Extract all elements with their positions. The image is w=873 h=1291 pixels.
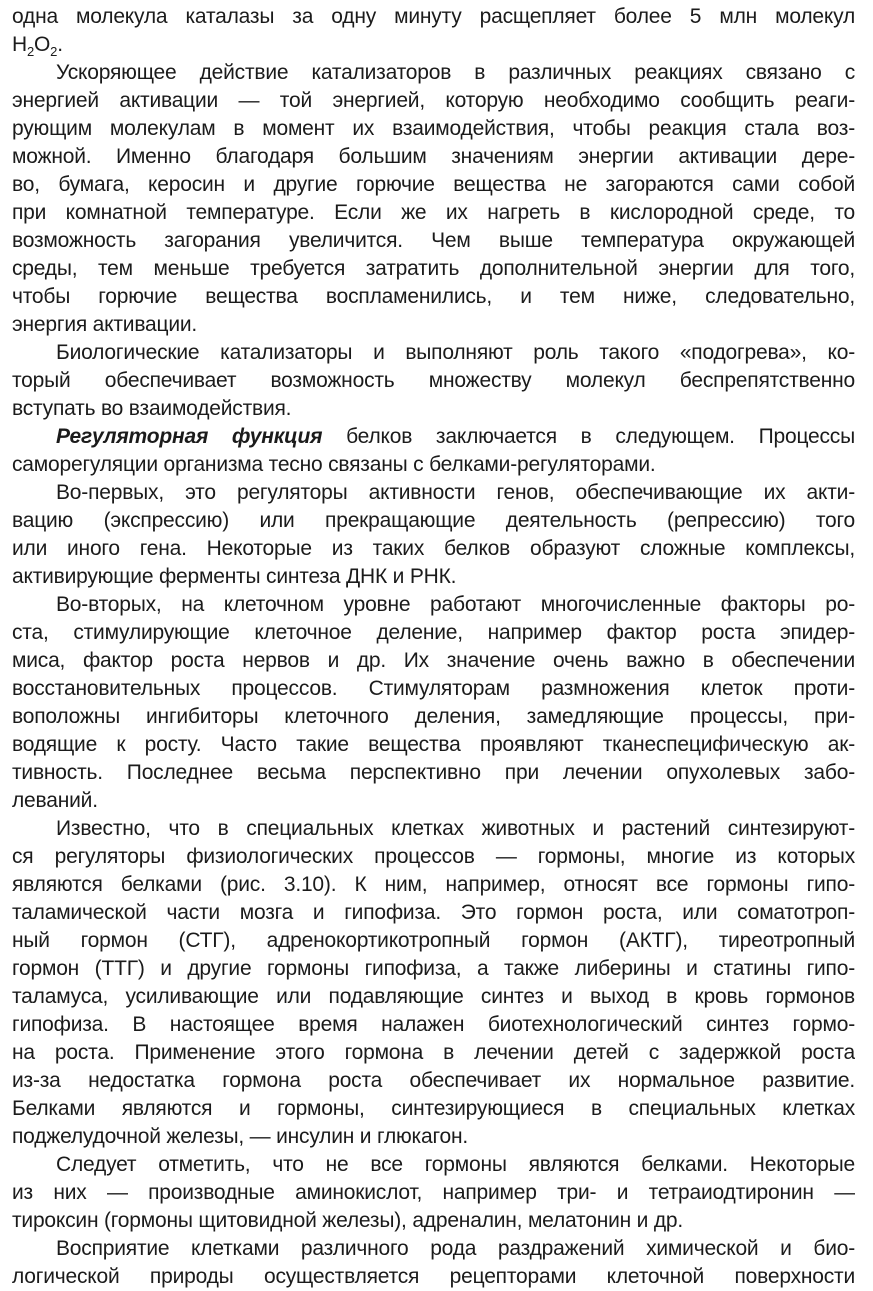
text-line — [12, 927, 855, 955]
text-line — [12, 1263, 855, 1291]
text-line — [12, 843, 855, 871]
emphasis-run: Регуляторная функция — [56, 425, 323, 448]
text-run: воположны ингибиторы клеточного деления, замедляющие процессы, при- — [12, 705, 855, 728]
text-line — [12, 647, 855, 675]
text-run: из них — производные аминокислот, например три- и тетраиодтиронин — — [12, 1181, 855, 1204]
text-run: . — [57, 33, 63, 56]
text-run: H — [12, 33, 27, 56]
text-run: или иного гена. Некоторые из таких белков образуют сложные комплексы, — [12, 537, 855, 560]
text-line — [12, 87, 855, 115]
text-run: вацию (экспрессию) или прекращающие деятельность (репрессию) того — [12, 509, 855, 532]
text-run: среды, тем меньше требуется затратить дополнительной энергии для того, — [12, 257, 855, 280]
text-line — [12, 591, 855, 619]
text-line — [12, 619, 855, 647]
text-line — [12, 171, 855, 199]
text-line — [12, 955, 855, 983]
text-run: Во-вторых, на клеточном уровне работают многочисленные факторы ро- — [56, 593, 855, 616]
text-line — [12, 1095, 855, 1123]
text-line — [12, 1123, 855, 1151]
text-line — [12, 115, 855, 143]
text-run: таламуса, усиливающие или подавляющие синтез и выход в кровь гормонов — [12, 985, 855, 1008]
text-run: водящие к росту. Часто такие вещества проявляют тканеспецифическую ак- — [12, 733, 855, 756]
text-run: одна молекула каталазы за одну минуту расщепляет более 5 млн молекул — [12, 5, 855, 28]
text-line — [12, 3, 855, 31]
text-line — [12, 199, 855, 227]
text-line — [12, 311, 855, 339]
text-line — [12, 507, 855, 535]
text-run: при комнатной температуре. Если же их нагреть в кислородной среде, то — [12, 201, 855, 224]
text-run: Следует отметить, что не все гормоны являются белками. Некоторые — [56, 1153, 855, 1176]
text-line — [12, 787, 855, 815]
paragraph — [12, 1235, 855, 1291]
text-line — [12, 423, 855, 451]
text-line — [12, 255, 855, 283]
text-run: поджелудочной железы, — инсулин и глюкагон. — [12, 1125, 468, 1148]
text-line — [12, 815, 855, 843]
text-run: возможность загорания увеличится. Чем выше температура окружающей — [12, 229, 855, 252]
paragraph — [12, 479, 855, 591]
text-run: гипофиза. В настоящее время налажен биотехнологический синтез гормо- — [12, 1013, 855, 1036]
text-run: торый обеспечивает возможность множеству молекул беспрепятственно — [12, 369, 855, 392]
text-line — [12, 143, 855, 171]
text-run: тивность. Последнее весьма перспективно при лечении опухолевых забо- — [12, 761, 855, 784]
text-line — [12, 227, 855, 255]
text-line — [12, 899, 855, 927]
text-line — [12, 395, 855, 423]
text-run: можной. Именно благодаря большим значениям энергии активации дере- — [12, 145, 855, 168]
paragraph — [12, 339, 855, 423]
paragraph — [12, 815, 855, 1151]
text-run: на роста. Применение этого гормона в лечении детей с задержкой роста — [12, 1041, 855, 1064]
text-run: леваний. — [12, 789, 98, 812]
text-line — [12, 759, 855, 787]
text-line — [12, 1207, 855, 1235]
subscript-run: 2 — [50, 44, 58, 59]
text-run: ся регуляторы физиологических процессов — гормоны, многие из которых — [12, 845, 855, 868]
subscript-run: 2 — [26, 44, 35, 59]
text-run: Во-первых, это регуляторы активности генов, обеспечивающие их акти- — [56, 481, 855, 504]
text-run: вступать во взаимодействия. — [12, 397, 292, 420]
text-line — [12, 1179, 855, 1207]
text-run: гормон (ТТГ) и другие гормоны гипофиза, а также либерины и статины гипо- — [12, 957, 855, 980]
paragraph — [12, 591, 855, 815]
text-line — [12, 1011, 855, 1039]
text-line — [12, 367, 855, 395]
text-run: восстановительных процессов. Стимуляторам размножения клеток проти- — [12, 677, 855, 700]
text-run: тироксин (гормоны щитовидной железы), адреналин, мелатонин и др. — [12, 1209, 683, 1232]
text-line — [12, 1067, 855, 1095]
page-text — [12, 3, 855, 1291]
text-line — [12, 1039, 855, 1067]
text-run: O — [34, 33, 51, 56]
paragraph — [12, 1151, 855, 1235]
text-line — [12, 1151, 855, 1179]
text-run: являются белками (рис. 3.10). К ним, например, относят все гормоны гипо- — [12, 873, 855, 896]
text-line — [12, 479, 855, 507]
text-run: Биологические катализаторы и выполняют роль такого «подогрева», ко- — [56, 341, 855, 364]
text-run: рующим молекулам в момент их взаимодействия, чтобы реакция стала воз- — [12, 117, 855, 140]
text-run: миса, фактор роста нервов и др. Их значение очень важно в обеспечении — [12, 649, 855, 672]
text-run: активирующие ферменты синтеза ДНК и РНК. — [12, 565, 457, 588]
text-run: энергия активации. — [12, 313, 198, 336]
text-line — [12, 983, 855, 1011]
text-run: Ускоряющее действие катализаторов в различных реакциях связано с — [56, 61, 855, 84]
text-run: ста, стимулирующие клеточное деление, например фактор роста эпидер- — [12, 621, 855, 644]
text-line — [12, 535, 855, 563]
text-run: Известно, что в специальных клетках животных и растений синтезируют- — [56, 817, 855, 840]
paragraph — [12, 59, 855, 339]
text-line — [12, 339, 855, 367]
text-line — [12, 59, 855, 87]
text-line — [12, 703, 855, 731]
text-run: Восприятие клетками различного рода раздражений химической и био- — [56, 1237, 855, 1260]
text-run: энергией активации — той энергией, которую необходимо сообщить реаги- — [12, 89, 855, 112]
paragraph — [12, 423, 855, 479]
text-run: белков заключается в следующем. Процессы — [322, 425, 855, 448]
text-line — [12, 563, 855, 591]
text-run: таламической части мозга и гипофиза. Это гормон роста, или соматотроп- — [12, 901, 855, 924]
text-line — [12, 283, 855, 311]
text-line — [12, 731, 855, 759]
text-run: ный гормон (СТГ), адренокортикотропный гормон (АКТГ), тиреотропный — [12, 929, 855, 952]
text-line — [12, 31, 855, 59]
text-run: из-за недостатка гормона роста обеспечивает их нормальное развитие. — [12, 1069, 855, 1092]
text-line — [12, 451, 855, 479]
text-run: саморегуляции организма тесно связаны с белками-регуляторами. — [12, 453, 656, 476]
text-run: во, бумага, керосин и другие горючие вещества не загораются сами собой — [12, 173, 855, 196]
paragraph — [12, 3, 855, 59]
text-line — [12, 1235, 855, 1263]
text-line — [12, 675, 855, 703]
text-run: Белками являются и гормоны, синтезирующиеся в специальных клетках — [12, 1097, 855, 1120]
text-run: чтобы горючие вещества воспламенились, и тем ниже, следовательно, — [12, 285, 855, 308]
text-run: логической природы осуществляется рецепторами клеточной поверхности — [12, 1265, 855, 1288]
text-line — [12, 871, 855, 899]
